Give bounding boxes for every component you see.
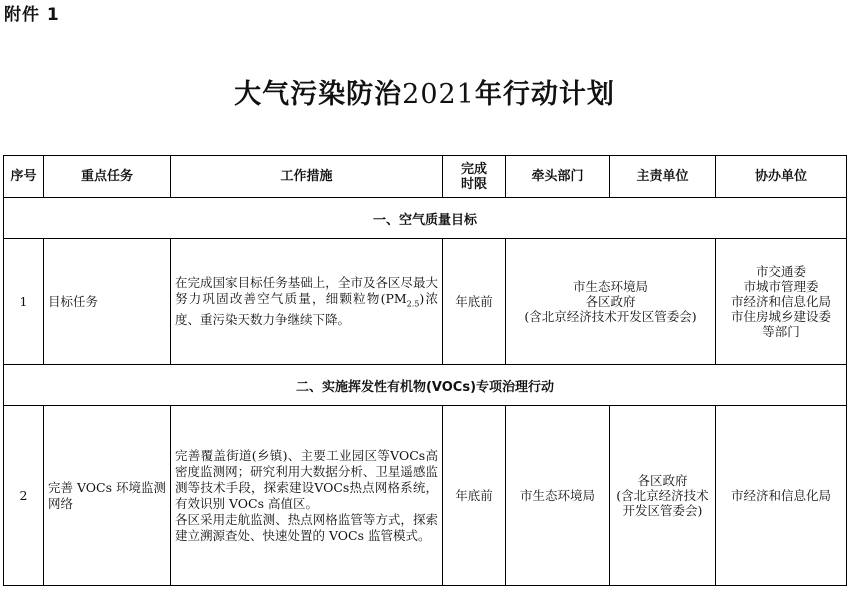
action-plan-table	[3, 155, 847, 586]
lead-line: 各区政府	[585, 294, 636, 309]
header-seq: 序号	[4, 156, 44, 198]
cell-deadline: 年底前	[443, 406, 506, 586]
header-deadline-line2: 时限	[460, 176, 487, 192]
cell-lead	[506, 239, 716, 365]
measure-paragraph: 各区采用走航监测、热点网格监管等方式，探索建立溯源查处、快速处置的 VOCs 监管模式。	[175, 511, 438, 543]
header-assist: 协办单位	[716, 156, 847, 198]
header-deadline-line1: 完成	[460, 161, 487, 177]
header-deadline	[443, 156, 506, 198]
assist-line: 市交通委	[755, 264, 806, 279]
lead-line: (含北京经济技术开发区管委会)	[524, 309, 697, 324]
header-measures: 工作措施	[171, 156, 443, 198]
title-suffix: 年行动计划	[474, 79, 615, 110]
cell-seq: 1	[4, 239, 44, 365]
assist-line: 市城市管理委	[743, 279, 819, 294]
table-row	[4, 406, 847, 586]
cell-measures	[171, 406, 443, 586]
responsible-line: 各区政府	[637, 473, 688, 488]
cell-assist: 市经济和信息化局	[716, 406, 847, 586]
table-row	[4, 239, 847, 365]
attachment-label: 附件 1	[4, 5, 60, 25]
header-lead: 牵头部门	[506, 156, 610, 198]
section-heading: 二、实施挥发性有机物(VOCs)专项治理行动	[4, 365, 847, 406]
title-year: 2021	[402, 79, 475, 110]
measure-paragraph: 完善覆盖街道(乡镇)、主要工业园区等VOCs高密度监测网；研究利用大数据分析、卫星遥感监测等技术手段，探索建设VOCs热点网格系统，有效识别 VOCs 高值区。	[175, 447, 438, 511]
measure-text: )浓度、重污染天数力争继续下降。	[175, 290, 438, 328]
cell-lead: 市生态环境局	[506, 406, 610, 586]
responsible-line: (含北京经济技术	[616, 488, 709, 503]
measure-text: 在完成国家目标任务基础上，全市及各区尽最大努力巩固改善空气质量，细颗粒物(PM	[175, 274, 438, 306]
section-row	[4, 365, 847, 406]
assist-line: 市住房城乡建设委	[730, 309, 831, 324]
cell-measures	[171, 239, 443, 365]
assist-line: 市经济和信息化局	[730, 294, 831, 309]
header-task: 重点任务	[44, 156, 171, 198]
cell-responsible	[610, 406, 716, 586]
section-row	[4, 198, 847, 239]
cell-task: 目标任务	[44, 239, 171, 365]
table-header-row	[4, 156, 847, 198]
cell-seq: 2	[4, 406, 44, 586]
page-title	[0, 72, 849, 111]
cell-task: 完善 VOCs 环境监测网络	[44, 406, 171, 586]
cell-deadline: 年底前	[443, 239, 506, 365]
header-responsible: 主责单位	[610, 156, 716, 198]
lead-line: 市生态环境局	[572, 279, 648, 294]
title-prefix: 大气污染防治	[234, 79, 403, 110]
responsible-line: 开发区管委会)	[622, 503, 703, 518]
cell-assist	[716, 239, 847, 365]
measure-subscript: 2.5	[406, 299, 420, 309]
assist-line: 等部门	[762, 324, 800, 339]
section-heading: 一、空气质量目标	[4, 198, 847, 239]
